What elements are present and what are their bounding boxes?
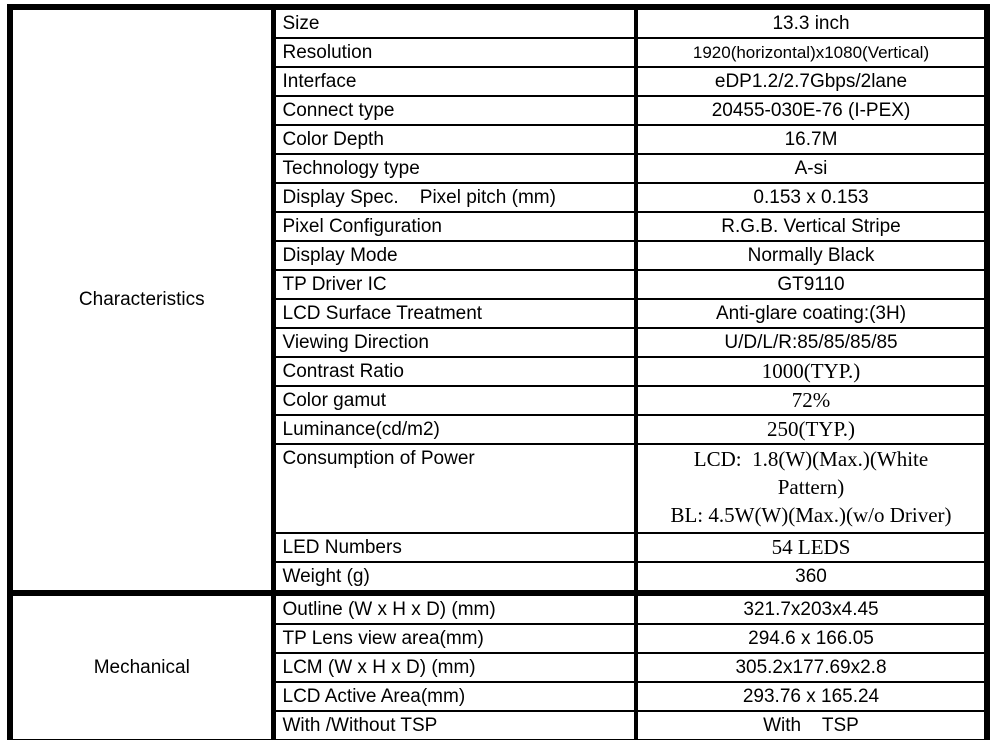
spec-label: Interface bbox=[273, 67, 636, 96]
spec-label: LCD Active Area(mm) bbox=[273, 682, 636, 711]
spec-label: Resolution bbox=[273, 38, 636, 67]
spec-value: GT9110 bbox=[636, 270, 987, 299]
spec-value: 321.7x203x4.45 bbox=[636, 593, 987, 624]
spec-value: 250(TYP.) bbox=[636, 415, 987, 444]
spec-value: 1000(TYP.) bbox=[636, 357, 987, 386]
spec-label: Color Depth bbox=[273, 125, 636, 154]
spec-value: 360 bbox=[636, 562, 987, 593]
spec-label: Luminance(cd/m2) bbox=[273, 415, 636, 444]
spec-label: With /Without TSP bbox=[273, 711, 636, 740]
spec-value: 293.76 x 165.24 bbox=[636, 682, 987, 711]
spec-label: Connect type bbox=[273, 96, 636, 125]
section-label-characteristics: Characteristics bbox=[10, 7, 273, 593]
spec-value: U/D/L/R:85/85/85/85 bbox=[636, 328, 987, 357]
spec-value: With TSP bbox=[636, 711, 987, 740]
spec-table-body bbox=[10, 7, 987, 740]
spec-value: eDP1.2/2.7Gbps/2lane bbox=[636, 67, 987, 96]
spec-label: Viewing Direction bbox=[273, 328, 636, 357]
spec-label: LCD Surface Treatment bbox=[273, 299, 636, 328]
spec-label: TP Lens view area(mm) bbox=[273, 624, 636, 653]
spec-value: 0.153 x 0.153 bbox=[636, 183, 987, 212]
spec-label: LED Numbers bbox=[273, 533, 636, 562]
display-spec-table bbox=[7, 4, 990, 740]
spec-label: Pixel Configuration bbox=[273, 212, 636, 241]
spec-value: 20455-030E-76 (I-PEX) bbox=[636, 96, 987, 125]
spec-value: 13.3 inch bbox=[636, 7, 987, 38]
spec-value: A-si bbox=[636, 154, 987, 183]
spec-label: Outline (W x H x D) (mm) bbox=[273, 593, 636, 624]
spec-label: Weight (g) bbox=[273, 562, 636, 593]
spec-value: 1920(horizontal)x1080(Vertical) bbox=[636, 38, 987, 67]
spec-value: 54 LEDS bbox=[636, 533, 987, 562]
spec-value: Anti-glare coating:(3H) bbox=[636, 299, 987, 328]
spec-label: Color gamut bbox=[273, 386, 636, 415]
spec-value-line: LCD: 1.8(W)(Max.)(White bbox=[693, 447, 929, 471]
spec-value-line: BL: 4.5W(W)(Max.)(w/o Driver) bbox=[670, 503, 952, 527]
spec-label: Size bbox=[273, 7, 636, 38]
spec-label: Display Mode bbox=[273, 241, 636, 270]
spec-value bbox=[636, 444, 987, 533]
spec-label: Contrast Ratio bbox=[273, 357, 636, 386]
spec-value: 16.7M bbox=[636, 125, 987, 154]
spec-value: R.G.B. Vertical Stripe bbox=[636, 212, 987, 241]
spec-value: 305.2x177.69x2.8 bbox=[636, 653, 987, 682]
section-label-mechanical: Mechanical bbox=[10, 593, 273, 740]
spec-value-line: Pattern) bbox=[777, 475, 845, 499]
spec-label: LCM (W x H x D) (mm) bbox=[273, 653, 636, 682]
spec-row bbox=[10, 593, 987, 624]
spec-label: Technology type bbox=[273, 154, 636, 183]
spec-label: Display Spec. Pixel pitch (mm) bbox=[273, 183, 636, 212]
spec-label: Consumption of Power bbox=[273, 444, 636, 533]
spec-value: 294.6 x 166.05 bbox=[636, 624, 987, 653]
spec-value: 72% bbox=[636, 386, 987, 415]
spec-label: TP Driver IC bbox=[273, 270, 636, 299]
spec-row bbox=[10, 7, 987, 38]
spec-value: Normally Black bbox=[636, 241, 987, 270]
